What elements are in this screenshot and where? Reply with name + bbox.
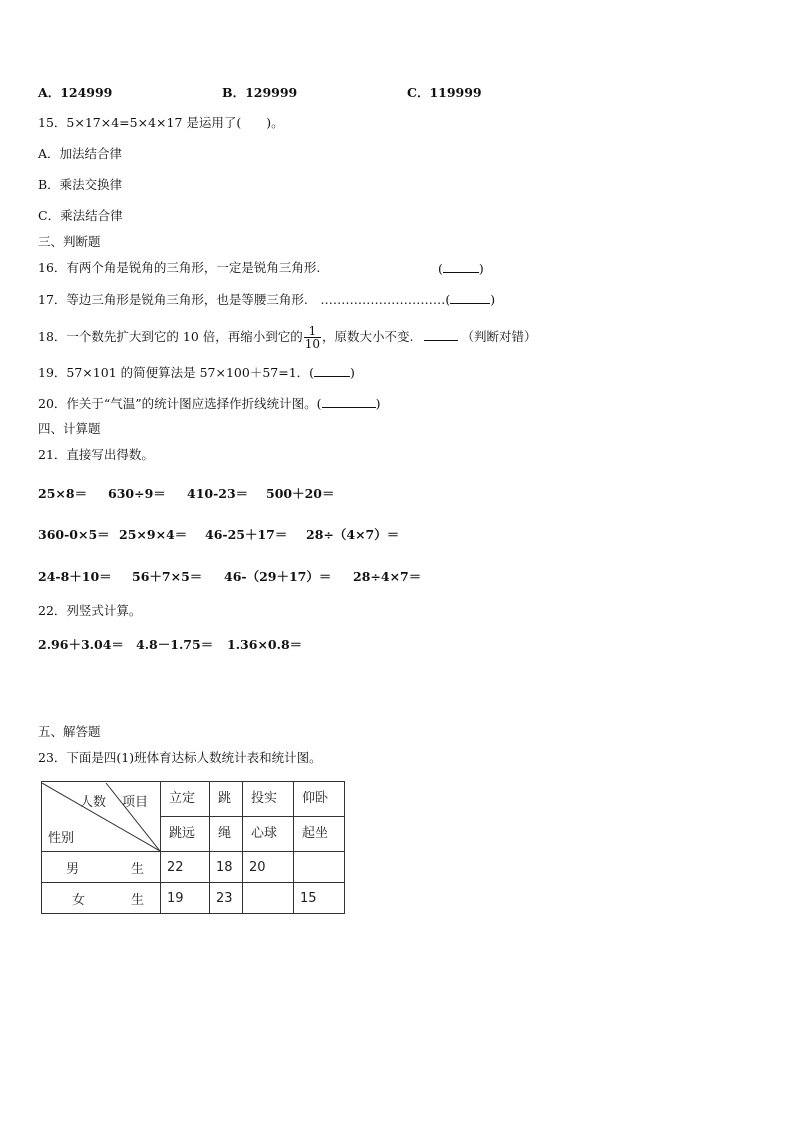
header-cell-4-top: 仰卧: [294, 782, 345, 817]
q21-r2-c4: 28÷（4×7）＝: [306, 527, 400, 542]
table-corner: [42, 783, 160, 851]
q20-rparen: ): [375, 396, 381, 411]
section-3-title: 三、判断题: [38, 234, 101, 249]
q20-text: 20．作关于“气温”的统计图应选择作折线统计图。(: [38, 396, 322, 411]
q21-r3-c4: 28÷4×7＝: [353, 569, 422, 584]
section-4-title: 四、计算题: [38, 421, 101, 436]
table-cell: [294, 852, 345, 883]
q21-r1-c3: 410-23＝: [187, 486, 249, 501]
q16-answer: [438, 260, 484, 277]
q16-lparen: (: [438, 261, 443, 276]
q16-text: 16．有两个角是锐角的三角形，一定是锐角三角形.: [38, 260, 321, 275]
q22-item-2: 4.8－1.75＝: [136, 637, 214, 652]
corner-label-count: 人数: [80, 794, 107, 810]
q15-option-a: A．加法结合律: [38, 146, 123, 161]
row-label-girls-1: 女: [72, 892, 86, 908]
q18-tail: （判断对错）: [461, 329, 537, 344]
row-label-boys: [42, 852, 161, 883]
q17: [38, 291, 495, 308]
q17-text: 17．等边三角形是锐角三角形，也是等腰三角形. …………………………(: [38, 292, 451, 307]
table-cell: 18: [210, 852, 243, 883]
table-row-girls: [42, 883, 345, 914]
header-cell-3-bottom: 心球: [243, 817, 294, 852]
q18-fraction-denominator: 10: [304, 337, 321, 351]
q23-title: 23．下面是四(1)班体育达标人数统计表和统计图。: [38, 750, 322, 765]
q22-item-1: 2.96＋3.04＝: [38, 637, 124, 652]
q20-blank[interactable]: [322, 395, 376, 408]
q19: [38, 364, 355, 381]
q21-r1-c2: 630÷9＝: [108, 486, 166, 501]
header-cell-3-top: 投实: [243, 782, 294, 817]
q16: [38, 260, 484, 276]
row-label-boys-1: 男: [66, 861, 80, 877]
q19-rparen: ): [350, 365, 355, 380]
q15-stem: 15．5×17×4=5×4×17 是运用了( )。: [38, 115, 284, 130]
q19-blank[interactable]: [314, 364, 350, 377]
table-cell: 19: [161, 883, 210, 914]
q18: [38, 322, 537, 352]
q21-r2-c2: 25×9×4＝: [119, 527, 188, 542]
row-label-boys-2: 生: [130, 861, 144, 877]
q15-option-b: B．乘法交换律: [38, 177, 123, 192]
q15-option-c: C．乘法结合律: [38, 208, 123, 223]
q18-fraction-numerator: 1: [304, 325, 321, 338]
header-cell-1-bottom: 跳远: [161, 817, 210, 852]
header-cell-2-bottom: 绳: [210, 817, 243, 852]
q20: [38, 395, 380, 412]
section-5-title: 五、解答题: [38, 724, 101, 739]
q17-blank[interactable]: [450, 291, 490, 304]
corner-label-gender: 性别: [48, 830, 75, 846]
q21-r3-c1: 24-8＋10＝: [38, 569, 112, 584]
q18-text-post: ，原数大小不变.: [322, 329, 414, 344]
stat-table: [41, 781, 345, 914]
q21-r1-c4: 500＋20＝: [266, 486, 335, 501]
table-cell: 15: [294, 883, 345, 914]
q16-rparen: ): [478, 261, 484, 276]
q21-title: 21．直接写出得数。: [38, 447, 154, 462]
q18-blank[interactable]: [424, 328, 458, 341]
table-cell: 20: [243, 852, 294, 883]
q14-option-a: A．124999: [38, 85, 113, 100]
header-cell-2-top: 跳: [210, 782, 243, 817]
corner-label-item: 项目: [122, 794, 149, 810]
q22-item-3: 1.36×0.8＝: [227, 637, 303, 652]
q22-title: 22．列竖式计算。: [38, 603, 142, 618]
q21-r2-c1: 360-0×5＝: [38, 527, 110, 542]
q21-r3-c2: 56＋7×5＝: [132, 569, 203, 584]
table-cell: 23: [210, 883, 243, 914]
q17-rparen: ): [490, 292, 496, 307]
q14-option-b: B．129999: [222, 85, 298, 100]
row-label-girls: [42, 883, 161, 914]
q18-text-pre: 18．一个数先扩大到它的 10 倍，再缩小到它的: [38, 329, 303, 344]
q21-r3-c3: 46-（29＋17）＝: [224, 569, 332, 584]
q21-r2-c3: 46-25＋17＝: [205, 527, 288, 542]
header-cell-1-top: 立定: [161, 782, 210, 817]
q16-blank[interactable]: [443, 260, 479, 273]
table-row-boys: [42, 852, 345, 883]
q19-text: 19．57×101 的简便算法是 57×100＋57=1．(: [38, 365, 315, 380]
table-corner-cell: [42, 782, 161, 852]
q14-option-c: C．119999: [407, 85, 482, 100]
table-cell: 22: [161, 852, 210, 883]
table-header-row-1: [42, 782, 345, 817]
header-cell-4-bottom: 起坐: [294, 817, 345, 852]
row-label-girls-2: 生: [130, 892, 144, 908]
q21-r1-c1: 25×8＝: [38, 486, 88, 501]
q18-fraction: [304, 325, 321, 350]
table-cell: [243, 883, 294, 914]
